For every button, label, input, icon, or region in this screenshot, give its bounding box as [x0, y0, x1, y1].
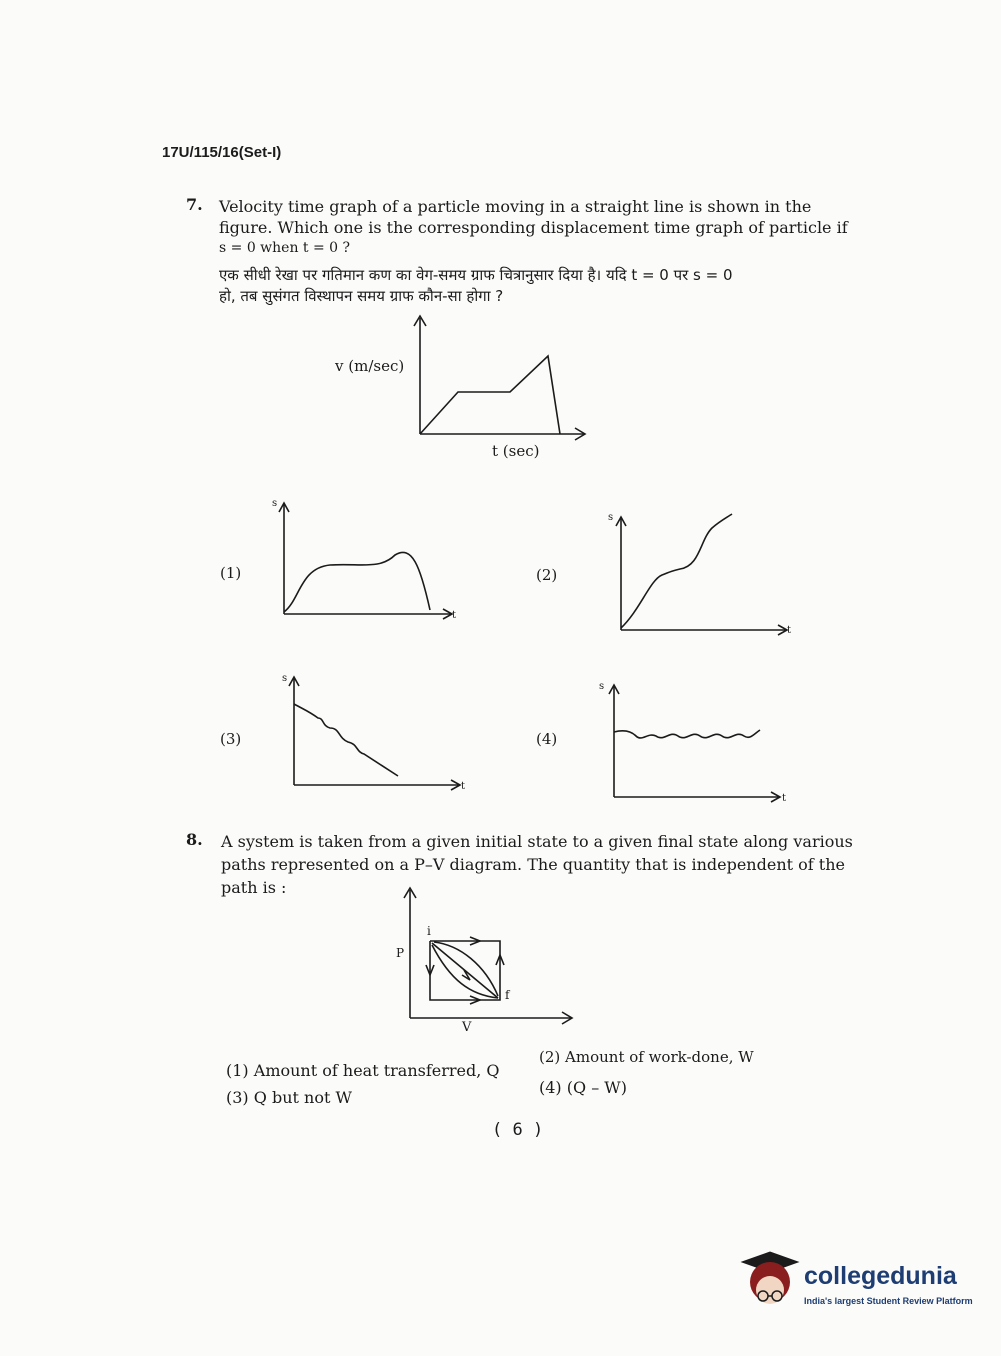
q8-option-4-text: (Q – W) [566, 1078, 627, 1097]
q7-option-1-xlabel: t [452, 610, 457, 621]
q8-text-line: A system is taken from a given initial state to a given final state along various [221, 832, 853, 851]
q8-option-4-label: (4) [539, 1078, 562, 1097]
q8-text-line: path is : [221, 878, 287, 897]
q8-option-3[interactable] [226, 1088, 352, 1107]
q8-text [221, 830, 853, 899]
q8-option-1-label: (1) [226, 1061, 249, 1080]
q8-option-3-text: Q but not W [253, 1088, 352, 1107]
q7-option-4-ylabel: s [599, 681, 605, 692]
q7-text [219, 196, 848, 259]
q7-hindi-text [219, 265, 733, 307]
q8-option-2-text: Amount of work-done, W [565, 1048, 754, 1066]
q8-final-label: f [505, 988, 510, 1002]
q8-ylabel: P [396, 946, 405, 960]
q8-xlabel: V [462, 1020, 472, 1035]
q7-option-3-xlabel: t [461, 781, 466, 792]
q8-initial-label: i [427, 924, 431, 938]
q7-hindi-line: हो, तब सुसंगत विस्थापन समय ग्राफ कौन-सा होगा ? [219, 287, 504, 305]
q8-option-2-label: (2) [539, 1048, 561, 1066]
q7-text-line: figure. Which one is the corresponding displacement time graph of particle if [219, 218, 848, 237]
page-number: ( 6 ) [492, 1120, 544, 1140]
q7-text-line: s = 0 when t = 0 ? [219, 240, 351, 256]
q7-number: 7. [186, 195, 203, 214]
q7-option-4-xlabel: t [782, 793, 787, 804]
q7-option-1-label[interactable]: (1) [220, 564, 242, 582]
q7-option-2-ylabel: s [608, 512, 614, 523]
q7-option-3-ylabel: s [282, 673, 288, 684]
q8-path-rectangle [430, 941, 500, 1000]
watermark-name: collegedunia [804, 1262, 957, 1290]
q7-velocity-curve [420, 356, 560, 434]
q7-option-1-ylabel: s [272, 498, 278, 509]
q7-option-2-label[interactable]: (2) [536, 566, 558, 584]
paper-code: 17U/115/16(Set-I) [162, 144, 282, 161]
q8-option-4[interactable] [539, 1078, 627, 1097]
q8-option-1[interactable] [226, 1061, 500, 1080]
q7-main-ylabel: v (m/sec) [335, 357, 405, 375]
q8-option-3-label: (3) [226, 1088, 249, 1107]
q7-text-line: Velocity time graph of a particle moving in a straight line is shown in the [219, 197, 812, 216]
q7-main-axes [414, 316, 585, 440]
q8-number: 8. [186, 830, 203, 849]
q7-hindi-line: एक सीधी रेखा पर गतिमान कण का वेग-समय ग्राफ चित्रानुसार दिया है। यदि t = 0 पर s = 0 [219, 266, 733, 284]
q7-main-xlabel: t (sec) [492, 442, 540, 460]
q8-option-1-text: Amount of heat transferred, Q [253, 1061, 500, 1080]
q7-option-4-label[interactable]: (4) [536, 730, 558, 748]
q7-option-3-label[interactable]: (3) [220, 730, 242, 748]
q7-option-2-xlabel: t [787, 625, 792, 636]
watermark-tagline: India's largest Student Review Platform [804, 1296, 973, 1306]
q8-text-line: paths represented on a P–V diagram. The quantity that is independent of the [221, 855, 845, 874]
q8-option-2[interactable] [539, 1048, 754, 1066]
